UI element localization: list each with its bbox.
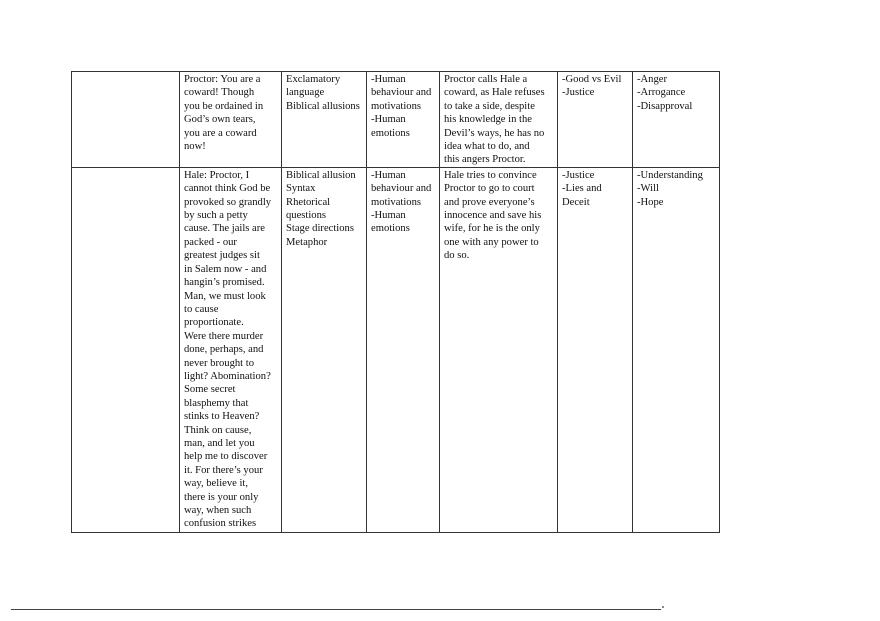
quote-cell (180, 167, 282, 532)
cell-line: greatest judges sit (184, 250, 260, 262)
cell-line: cannot think God be (184, 183, 271, 195)
cell-line: coward! Though (184, 87, 255, 99)
cell-line: way, when such (184, 505, 252, 516)
quote-cell (180, 72, 282, 168)
cell-line: one with any power to (444, 236, 539, 248)
cell-line: way, believe it, (184, 478, 249, 490)
cell-line: hangin’s promised. (184, 277, 265, 289)
cell-line: confusion strikes (184, 518, 257, 530)
cell-line: packed - our (184, 236, 237, 248)
cell-line: Rhetorical (286, 196, 331, 208)
cell-line: help me to discover (184, 451, 268, 463)
cell-line: wife, for he is the only (444, 223, 540, 235)
cell-line: behaviour and (371, 87, 432, 99)
cell-line: Man, we must look (184, 290, 266, 302)
cell-line: -Human (371, 210, 406, 222)
cell-line: Biblical allusion (286, 169, 356, 181)
cell-line: Deceit (562, 196, 590, 208)
themes-cell (558, 72, 633, 168)
cell-line: Proctor: You are a (184, 74, 261, 85)
cell-line: -Anger (637, 74, 668, 85)
purpose-cell (367, 72, 440, 168)
techniques-cell (282, 167, 367, 532)
cell-line: Hale: Proctor, I (184, 169, 250, 181)
cell-line: motivations (371, 100, 422, 112)
cell-line: stinks to Heaven? (184, 411, 260, 423)
blank-cell (72, 167, 180, 532)
cell-line: Metaphor (286, 236, 328, 248)
table-row (72, 72, 720, 168)
cell-line: -Justice (562, 169, 595, 181)
cell-line: you are a coward (184, 127, 257, 139)
cell-line: -Hope (637, 196, 664, 208)
themes-cell (558, 167, 633, 532)
table-row (72, 167, 720, 532)
analysis-table (71, 71, 720, 533)
techniques-cell (282, 72, 367, 168)
cell-line: light? Abomination? (184, 370, 271, 382)
cell-line: Proctor to go to court (444, 183, 535, 195)
cell-line: -Justice (562, 87, 595, 99)
cell-line: idea what to do, and (444, 141, 530, 153)
cell-line: there is your only (184, 491, 259, 503)
cell-line: Biblical allusions (286, 100, 360, 112)
cell-line: emotions (371, 127, 410, 139)
cell-line: coward, as Hale refuses (444, 87, 545, 99)
purpose-cell (367, 167, 440, 532)
cell-line: Stage directions (286, 223, 354, 235)
cell-line: you be ordained in (184, 100, 264, 112)
cell-line: and prove everyone’s (444, 196, 535, 208)
cell-line: innocence and save his (444, 210, 542, 222)
cell-line: now! (184, 141, 206, 153)
cell-line: it. For there’s your (184, 464, 263, 476)
cell-line: behaviour and (371, 183, 432, 195)
cell-line: emotions (371, 223, 410, 235)
cell-line: Syntax (286, 183, 316, 195)
cell-line: cause. The jails are (184, 223, 265, 235)
cell-line: -Understanding (637, 169, 703, 181)
cell-line: God’s own tears, (184, 114, 256, 126)
cell-line: man, and let you (184, 437, 255, 449)
emotions-cell (633, 72, 720, 168)
cell-line: Were there murder (184, 330, 264, 342)
cell-line: never brought to (184, 357, 255, 369)
cell-line: questions (286, 210, 327, 222)
cell-line: -Will (637, 183, 659, 195)
cell-line: -Disapproval (637, 100, 693, 112)
cell-line: Some secret (184, 384, 236, 396)
footer-mark (662, 606, 664, 608)
cell-line: motivations (371, 196, 422, 208)
cell-line: -Arrogance (637, 87, 686, 99)
cell-line: -Lies and (562, 183, 602, 195)
cell-line: Think on cause, (184, 424, 252, 436)
cell-line: -Human (371, 74, 406, 85)
cell-line: his knowledge in the (444, 114, 532, 126)
cell-line: in Salem now - and (184, 263, 267, 275)
cell-line: done, perhaps, and (184, 344, 264, 356)
cell-line: Proctor calls Hale a (444, 74, 528, 85)
cell-line: provoked so grandly (184, 196, 272, 208)
blank-cell (72, 72, 180, 168)
cell-line: -Human (371, 169, 406, 181)
cell-line: to take a side, despite (444, 100, 535, 112)
explanation-cell (440, 72, 558, 168)
cell-line: do so. (444, 250, 470, 262)
explanation-cell (440, 167, 558, 532)
cell-line: Devil’s ways, he has no (444, 127, 545, 139)
cell-line: by such a petty (184, 210, 248, 222)
cell-line: Exclamatory (286, 74, 341, 85)
cell-line: language (286, 87, 325, 99)
cell-line: to cause (184, 303, 219, 315)
cell-line: -Human (371, 114, 406, 126)
cell-line: -Good vs Evil (562, 74, 622, 85)
footer-rule (11, 609, 661, 610)
cell-line: blasphemy that (184, 397, 249, 409)
cell-line: Hale tries to convince (444, 169, 537, 181)
cell-line: this angers Proctor. (444, 154, 526, 166)
emotions-cell (633, 167, 720, 532)
cell-line: proportionate. (184, 317, 244, 329)
